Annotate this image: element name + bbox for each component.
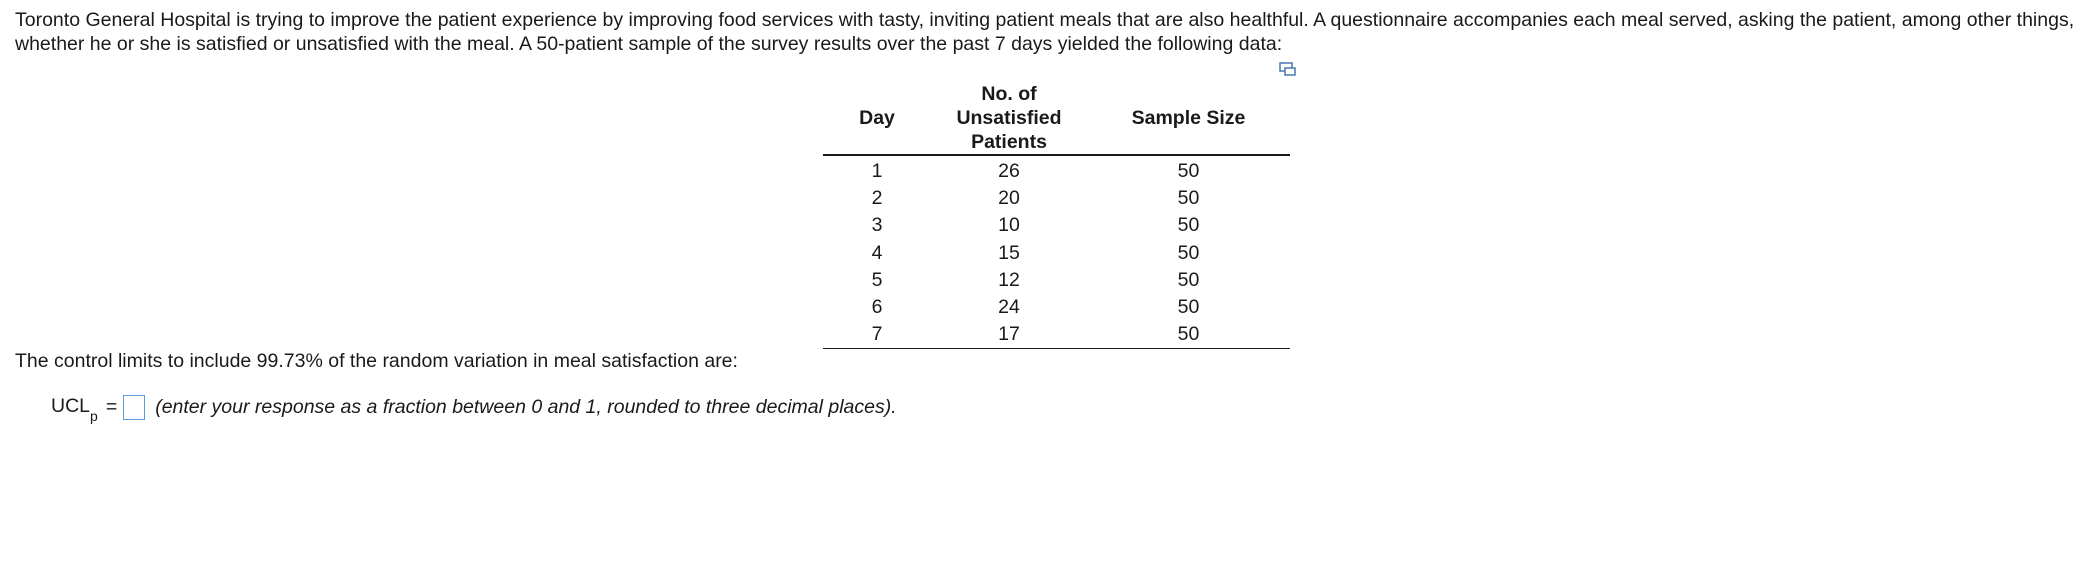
cell-day: 3 (871, 214, 883, 237)
control-limits-prompt: The control limits to include 99.73% of the random variation in meal satisfaction are: (15, 350, 738, 372)
table-row (823, 294, 1290, 321)
cell-day: 4 (871, 241, 883, 264)
cell-sample-size: 50 (1177, 296, 1200, 319)
cell-sample-size: 50 (1177, 214, 1200, 237)
cell-sample-size: 50 (1177, 241, 1200, 264)
cell-unsatisfied: 12 (998, 268, 1020, 291)
table-row (823, 212, 1290, 239)
header-unsatisfied: No. of Unsatisfied Patients (931, 82, 1087, 155)
cell-day: 1 (871, 160, 883, 183)
cell-unsatisfied: 15 (998, 241, 1020, 264)
cell-unsatisfied: 10 (998, 214, 1020, 237)
cell-unsatisfied: 24 (998, 296, 1020, 319)
table-row (823, 267, 1290, 294)
cell-day: 2 (871, 187, 883, 210)
table-row (823, 240, 1290, 267)
cell-unsatisfied: 20 (998, 187, 1020, 210)
header-sample-size: Sample Size (1087, 82, 1290, 155)
table-row (823, 155, 1290, 185)
ucl-answer-row (51, 395, 897, 424)
cell-unsatisfied: 26 (998, 160, 1020, 183)
cell-sample-size: 50 (1087, 321, 1290, 349)
cell-sample-size: 50 (1177, 187, 1200, 210)
table-row (823, 185, 1290, 212)
ucl-label (51, 395, 98, 424)
equals-sign: = (105, 396, 118, 418)
ucl-label-text: UCL (51, 395, 91, 418)
table-row (823, 321, 1290, 349)
ucl-subscript: p (90, 407, 98, 424)
copy-icon[interactable] (1279, 62, 1297, 77)
cell-sample-size: 50 (1177, 268, 1200, 291)
cell-unsatisfied: 17 (931, 321, 1087, 349)
cell-day: 7 (823, 321, 931, 349)
cell-sample-size: 50 (1177, 160, 1200, 183)
table-header-row (823, 82, 1290, 155)
problem-statement: Toronto General Hospital is trying to improve the patient experience by improving food services with tasty, inviting patient meals that are also healthful. A questionnaire accompanies each meal served, asking the patient, among other things, whether he or she is satisfied or unsatisfied with the meal. A 50-patient sample of the survey results over the past 7 days yielded the following data: (15, 9, 2075, 55)
header-day: Day (823, 82, 931, 155)
cell-day: 5 (871, 268, 883, 291)
survey-data-table (823, 82, 1290, 349)
answer-instructions: (enter your response as a fraction between 0 and 1, rounded to three decimal places). (155, 396, 897, 418)
ucl-answer-input[interactable] (123, 395, 145, 420)
cell-day: 6 (871, 296, 883, 319)
